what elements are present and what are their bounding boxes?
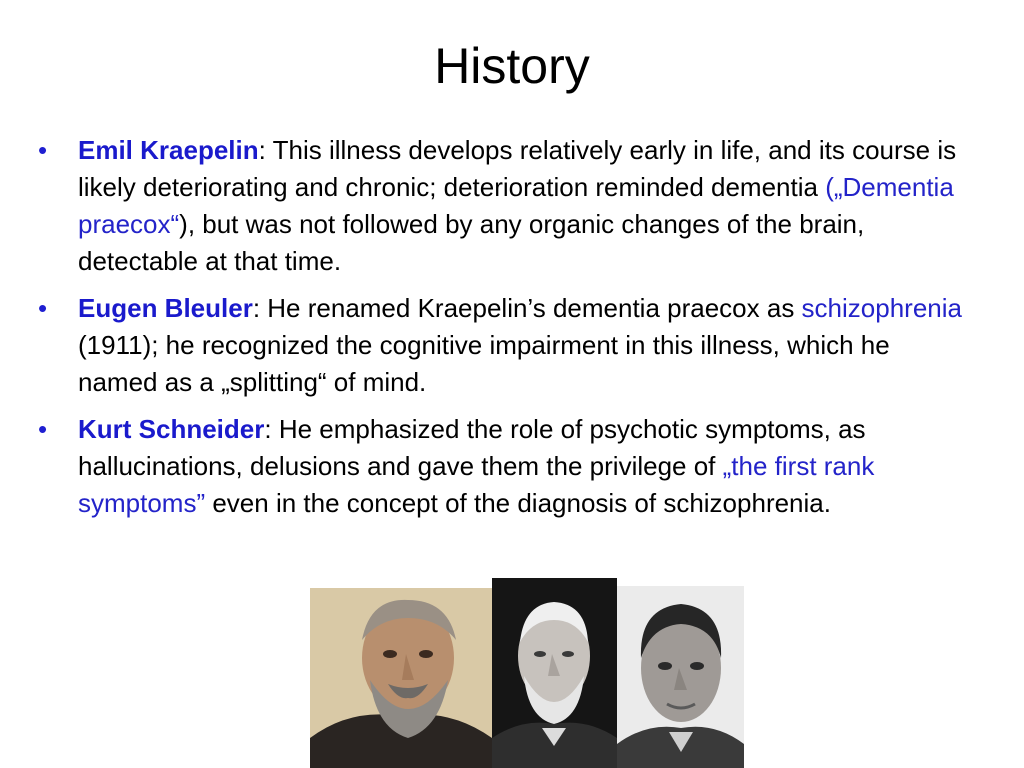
- portrait-schneider-image: [617, 586, 744, 768]
- bullet-bleuler: [38, 290, 968, 401]
- bullet-text: ), but was not followed by any organic changes of the brain, detectable at that time.: [78, 209, 865, 276]
- bullet-text: (1911); he recognized the cognitive impairment in this illness, which he named as a „splitting“ of mind.: [78, 330, 890, 397]
- bullet-kraepelin: [38, 132, 968, 280]
- bullet-schneider: [38, 411, 968, 522]
- portrait-photos: [310, 578, 744, 768]
- bullet-list: [38, 132, 968, 532]
- highlight-term: „the first rank symptoms”: [78, 451, 875, 518]
- person-name: Emil Kraepelin: [78, 135, 259, 165]
- person-name: Kurt Schneider: [78, 414, 265, 444]
- portrait-bleuler-image: [492, 578, 617, 768]
- bullet-text: : He emphasized the role of psychotic symptoms, as hallucinations, delusions and gave them the privilege of: [78, 414, 866, 481]
- bullet-dot-icon: •: [38, 414, 48, 444]
- highlight-term: schizophrenia: [801, 293, 962, 323]
- bullet-text: : He renamed Kraepelin’s dementia praecox as: [252, 293, 802, 323]
- portrait-kraepelin-image: [310, 588, 492, 768]
- bullet-dot-icon: •: [38, 135, 48, 165]
- person-name: Eugen Bleuler: [78, 293, 253, 323]
- bullet-text: : This illness develops relatively early in life, and its course is likely deteriorating and chronic; deterioration reminded dementia: [78, 135, 957, 202]
- bullet-text: even in the concept of the diagnosis of schizophrenia.: [205, 488, 831, 518]
- slide-title: History: [434, 38, 590, 94]
- highlight-term: („Dementia praecox“: [78, 172, 954, 239]
- bullet-dot-icon: •: [38, 293, 48, 323]
